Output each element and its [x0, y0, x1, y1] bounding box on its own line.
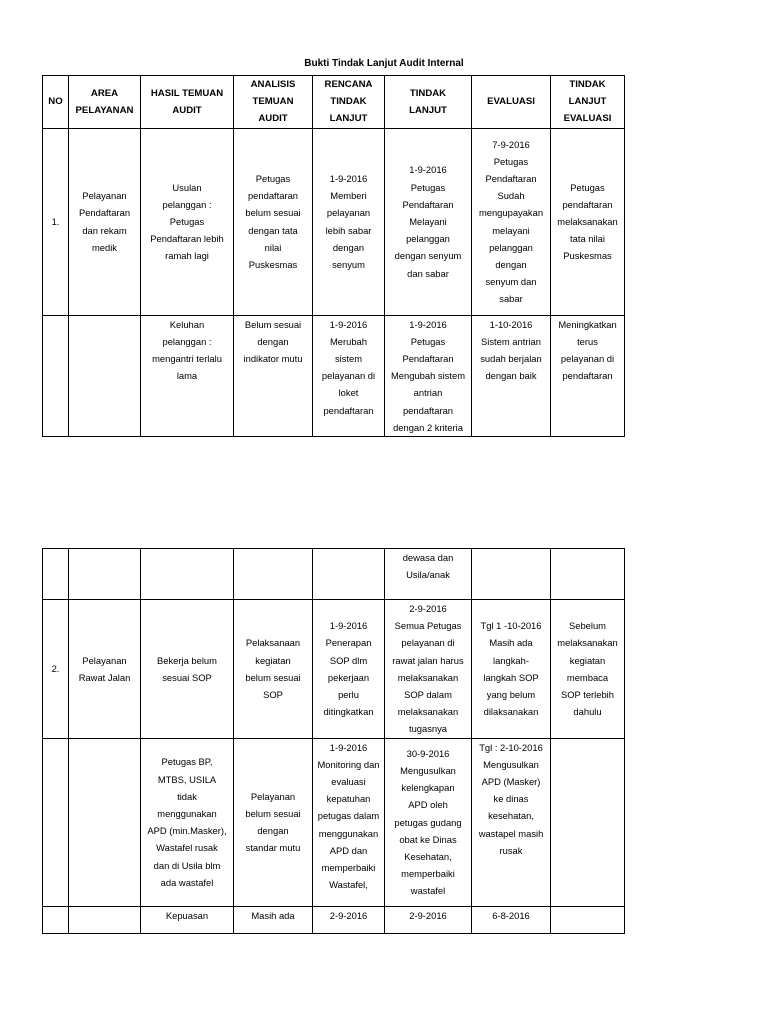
- table-row: [43, 906, 625, 933]
- cell-rencana: 1-9-2016 Memberi pelayanan lebih sabar dengan senyum: [313, 128, 385, 315]
- cell-tindak: 1-9-2016 Petugas Pendaftaran Melayani pelanggan dengan senyum dan sabar: [385, 128, 472, 315]
- cell-analisis: Pelaksanaan kegiatan belum sesuai SOP: [234, 600, 313, 739]
- cell-tindak: 2-9-2016: [385, 906, 472, 933]
- header-tindak-lanjut: TINDAK LANJUT: [385, 76, 472, 129]
- cell-area: [69, 738, 141, 906]
- cell-hasil: Petugas BP, MTBS, USILA tidak menggunakan APD (min.Masker), Wastafel rusak dan di Usila blm ada wastafel: [141, 738, 234, 906]
- cell-tl-evaluasi: [551, 906, 625, 933]
- cell-area: [69, 549, 141, 600]
- cell-hasil: Bekerja belum sesuai SOP: [141, 600, 234, 739]
- header-area: AREA PELAYANAN: [69, 76, 141, 129]
- cell-tl-evaluasi: Sebelum melaksanakan kegiatan membaca SOP terlebih dahulu: [551, 600, 625, 739]
- cell-no: [43, 906, 69, 933]
- cell-no: [43, 549, 69, 600]
- table-header-row: [43, 76, 625, 129]
- cell-tindak: 1-9-2016 Petugas Pendaftaran Mengubah sistem antrian pendaftaran dengan 2 kriteria: [385, 315, 472, 436]
- cell-analisis: Masih ada: [234, 906, 313, 933]
- cell-rencana: 1-9-2016 Merubah sistem pelayanan di loket pendaftaran: [313, 315, 385, 436]
- cell-area: Pelayanan Rawat Jalan: [69, 600, 141, 739]
- cell-no: [43, 738, 69, 906]
- cell-evaluasi: 1-10-2016 Sistem antrian sudah berjalan dengan baik: [472, 315, 551, 436]
- table-row: [43, 600, 625, 739]
- cell-tl-evaluasi: [551, 738, 625, 906]
- cell-hasil: Keluhan pelanggan : mengantri terlalu lama: [141, 315, 234, 436]
- cell-area: [69, 906, 141, 933]
- cell-tindak: 2-9-2016 Semua Petugas pelayanan di rawat jalan harus melaksanakan SOP dalam melaksanakan tugasnya: [385, 600, 472, 739]
- cell-no: 1.: [43, 128, 69, 315]
- cell-tindak: 30-9-2016 Mengusulkan kelengkapan APD oleh petugas gudang obat ke Dinas Kesehatan, memperbaiki wastafel: [385, 738, 472, 906]
- header-tl-evaluasi: TINDAK LANJUT EVALUASI: [551, 76, 625, 129]
- cell-rencana: 1-9-2016 Monitoring dan evaluasi kepatuhan petugas dalam menggunakan APD dan memperbaiki Wastafel,: [313, 738, 385, 906]
- header-evaluasi: EVALUASI: [472, 76, 551, 129]
- cell-rencana: 2-9-2016: [313, 906, 385, 933]
- cell-hasil: [141, 549, 234, 600]
- cell-no: 2.: [43, 600, 69, 739]
- cell-analisis: Belum sesuai dengan indikator mutu: [234, 315, 313, 436]
- cell-tl-evaluasi: Petugas pendaftaran melaksanakan tata nilai Puskesmas: [551, 128, 625, 315]
- document-title: Bukti Tindak Lanjut Audit Internal: [304, 58, 464, 69]
- cell-area: Pelayanan Pendaftaran dan rekam medik: [69, 128, 141, 315]
- header-analisis: ANALISIS TEMUAN AUDIT: [234, 76, 313, 129]
- cell-evaluasi: 6-8-2016: [472, 906, 551, 933]
- header-rencana: RENCANA TINDAK LANJUT: [313, 76, 385, 129]
- cell-rencana: 1-9-2016 Penerapan SOP dlm pekerjaan perlu ditingkatkan: [313, 600, 385, 739]
- cell-tl-evaluasi: Meningkatkan terus pelayanan di pendaftaran: [551, 315, 625, 436]
- cell-evaluasi: Tgl 1 -10-2016 Masih ada langkah- langkah SOP yang belum dilaksanakan: [472, 600, 551, 739]
- cell-hasil: Usulan pelanggan : Petugas Pendaftaran lebih ramah lagi: [141, 128, 234, 315]
- table-row: [43, 315, 625, 436]
- cell-evaluasi: Tgl : 2-10-2016 Mengusulkan APD (Masker) ke dinas kesehatan, wastapel masih rusak: [472, 738, 551, 906]
- header-no: NO: [43, 76, 69, 129]
- cell-no: [43, 315, 69, 436]
- cell-evaluasi: 7-9-2016 Petugas Pendaftaran Sudah mengupayakan melayani pelanggan dengan senyum dan sabar: [472, 128, 551, 315]
- cell-analisis: Petugas pendaftaran belum sesuai dengan tata nilai Puskesmas: [234, 128, 313, 315]
- table-row: [43, 549, 625, 600]
- cell-area: [69, 315, 141, 436]
- header-hasil-temuan: HASIL TEMUAN AUDIT: [141, 76, 234, 129]
- table-row: [43, 128, 625, 315]
- audit-table-page-2: [42, 548, 625, 934]
- cell-rencana: [313, 549, 385, 600]
- audit-table-page-1: [42, 75, 625, 437]
- table-row: [43, 738, 625, 906]
- cell-analisis: Pelayanan belum sesuai dengan standar mutu: [234, 738, 313, 906]
- cell-tindak: dewasa dan Usila/anak: [385, 549, 472, 600]
- cell-tl-evaluasi: [551, 549, 625, 600]
- cell-analisis: [234, 549, 313, 600]
- cell-evaluasi: [472, 549, 551, 600]
- cell-hasil: Kepuasan: [141, 906, 234, 933]
